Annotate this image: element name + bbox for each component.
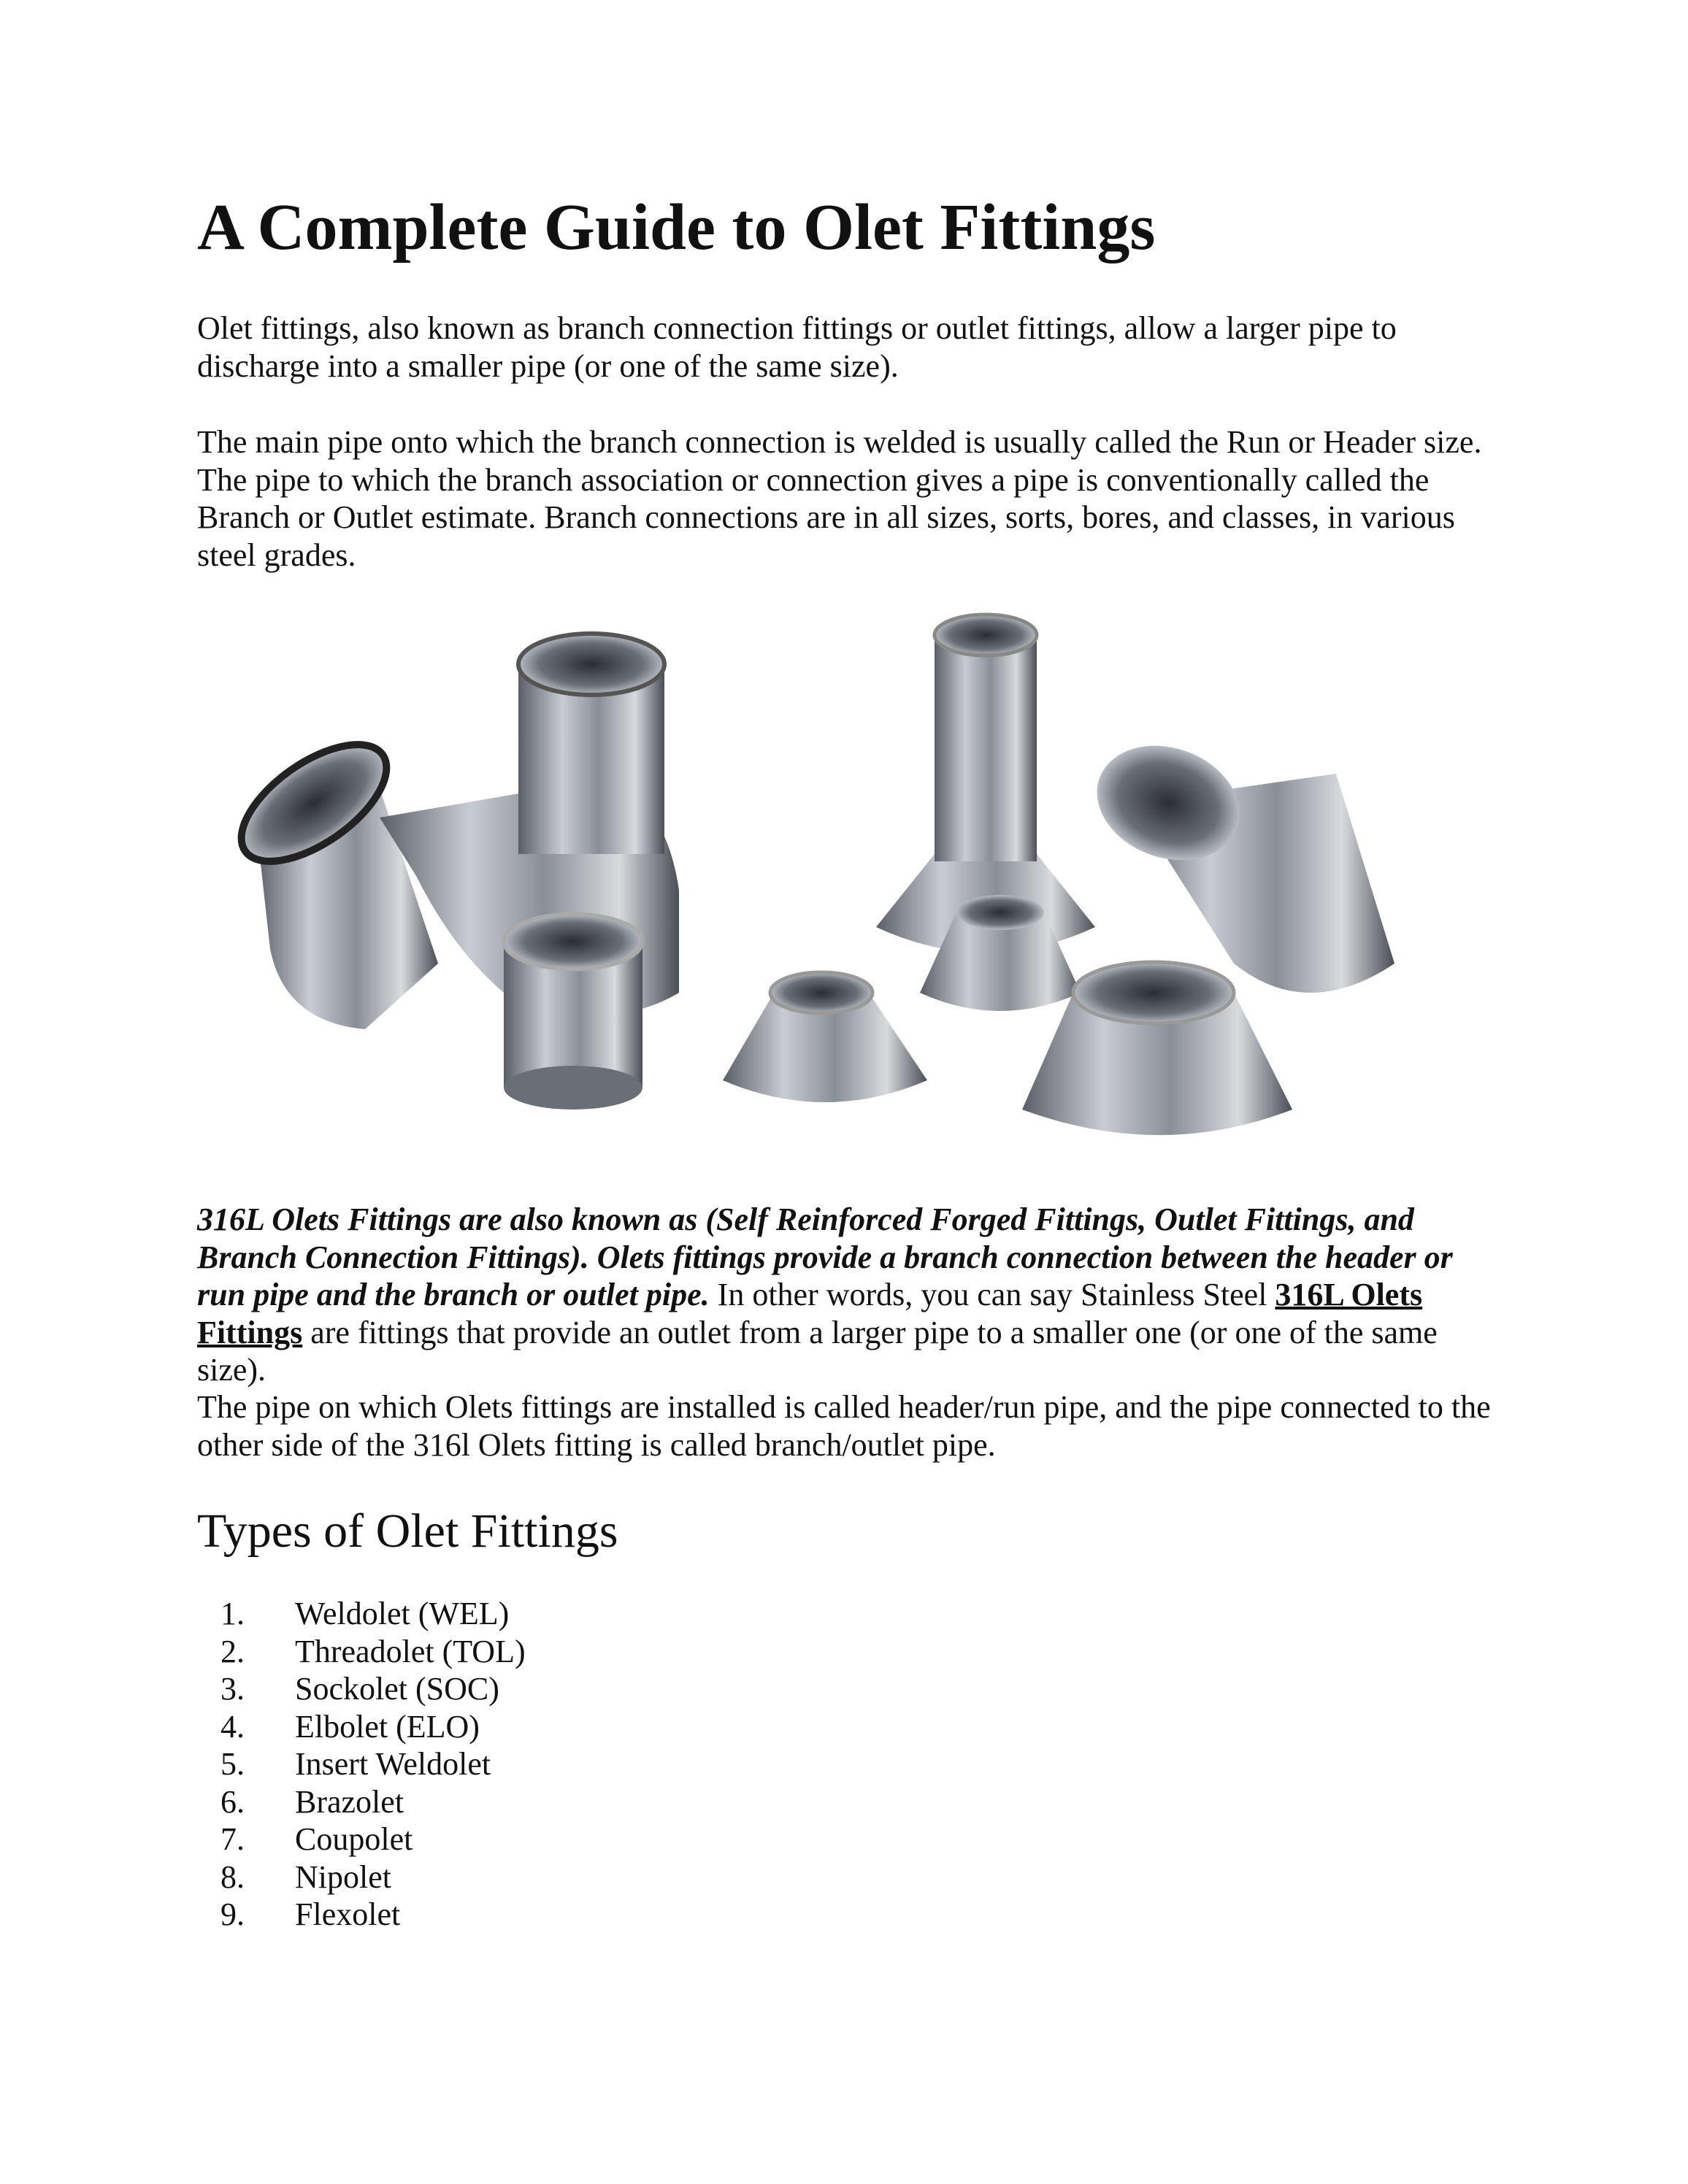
list-item bbox=[197, 1783, 526, 1821]
list-item bbox=[197, 1896, 526, 1934]
run-header-paragraph: The main pipe onto which the branch connection is welded is usually called the Run or Header size. The pipe to which the branch association or connection gives a pipe is conventionally called the Branch or Outlet estimate. Branch connections are in all sizes, sorts, bores, and classes, in various steel grades. bbox=[197, 424, 1482, 573]
list-item bbox=[197, 1595, 526, 1633]
paragraph-text: are fittings that provide an outlet from a larger pipe to a smaller one (or one of the same size). bbox=[197, 1314, 1438, 1388]
list-number: 7. bbox=[220, 1821, 245, 1857]
316l-olets-fittings-link[interactable]: 316L Olets Fittings bbox=[197, 1277, 1423, 1350]
list-number: 2. bbox=[220, 1633, 245, 1669]
intro-paragraph: Olet fittings, also known as branch connection fittings or outlet fittings, allow a larger pipe to discharge into a smaller pipe (or one of the same size). bbox=[197, 310, 1397, 384]
list-item-label: Coupolet bbox=[295, 1821, 413, 1857]
list-item bbox=[197, 1708, 526, 1746]
list-number: 6. bbox=[220, 1783, 245, 1820]
list-item-label: Threadolet (TOL) bbox=[295, 1633, 526, 1669]
list-item-label: Elbolet (ELO) bbox=[295, 1708, 480, 1745]
316l-olets-paragraph bbox=[197, 1201, 1504, 1389]
page-title: A Complete Guide to Olet Fittings bbox=[197, 191, 1156, 264]
list-number: 8. bbox=[220, 1858, 245, 1895]
list-number: 5. bbox=[220, 1746, 245, 1782]
list-item bbox=[197, 1670, 526, 1708]
olet-types-list bbox=[197, 1595, 526, 1934]
bold-italic-definition: 316L Olets Fittings are also known as (Self Reinforced Forged Fittings, Outlet Fittings, and Branch Connection Fittings). Olets fittings provide a branch connection between the header or run pipe and the branch or outlet pipe. bbox=[197, 1201, 1453, 1312]
list-item-label: Insert Weldolet bbox=[295, 1746, 491, 1782]
list-item bbox=[197, 1745, 526, 1783]
header-run-pipe-paragraph: The pipe on which Olets fittings are installed is called header/run pipe, and the pipe connected to the other side of the 316l Olets fitting is called branch/outlet pipe. bbox=[197, 1389, 1491, 1463]
list-number: 1. bbox=[220, 1596, 245, 1631]
list-item-label: Flexolet bbox=[295, 1896, 401, 1932]
coupolet-fitting bbox=[504, 914, 642, 1110]
list-item bbox=[197, 1858, 526, 1896]
olet-fittings-photo bbox=[197, 584, 1482, 1183]
list-number: 9. bbox=[220, 1896, 245, 1932]
paragraph-text: In other words, you can say Stainless Steel bbox=[709, 1277, 1275, 1312]
types-heading: Types of Olet Fittings bbox=[197, 1504, 618, 1558]
list-item-label: Nipolet bbox=[295, 1858, 391, 1895]
list-item-label: Brazolet bbox=[295, 1783, 404, 1820]
list-item bbox=[197, 1633, 526, 1671]
list-item-label: Weldolet (WEL) bbox=[295, 1596, 510, 1631]
list-item bbox=[197, 1820, 526, 1858]
list-item-label: Sockolet (SOC) bbox=[295, 1671, 499, 1707]
list-number: 3. bbox=[220, 1671, 245, 1707]
list-number: 4. bbox=[220, 1708, 245, 1745]
